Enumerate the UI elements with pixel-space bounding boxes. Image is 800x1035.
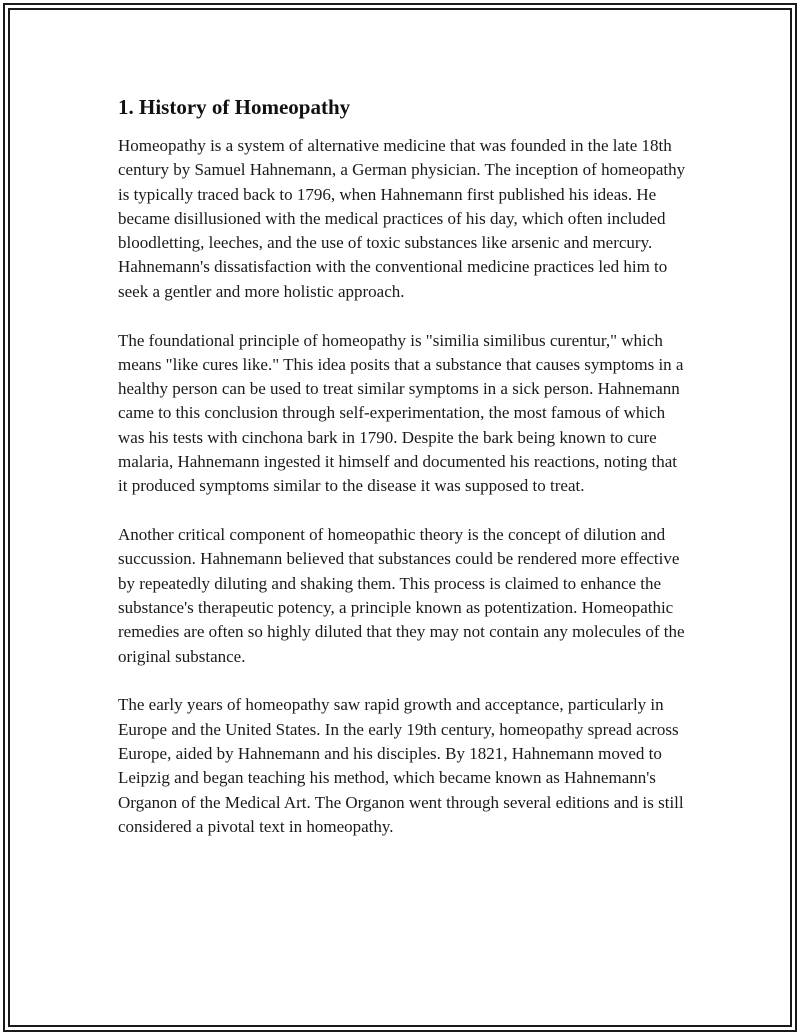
section-heading: 1. History of Homeopathy — [118, 95, 351, 119]
paragraph-dilution: Another critical component of homeopathic theory is the concept of dilution and succussion. Hahnemann believed that substances could be rendered more effective by repeatedly diluting and shaking them. This process is claimed to enhance the substance's therapeutic potency, a principle known as potentization. Homeopathic remedies are often so highly diluted that they may not contain any molecules of the original substance. — [118, 525, 685, 666]
paragraph-early-years: The early years of homeopathy saw rapid growth and acceptance, particularly in Europe and the United States. In the early 19th century, homeopathy spread across Europe, aided by Hahnemann and his disciples. By 1821, Hahnemann moved to Leipzig and began teaching his method, which became known as Hahnemann's Organon of the Medical Art. The Organon went through several editions and is still considered a pivotal text in homeopathy. — [118, 695, 684, 836]
document-body — [118, 94, 688, 864]
paragraph-origins: Homeopathy is a system of alternative medicine that was founded in the late 18th century by Samuel Hahnemann, a German physician. The inception of homeopathy is typically traced back to 1796, when Hahnemann first published his ideas. He became disillusioned with the medical practices of his day, which often included bloodletting, leeches, and the use of toxic substances like arsenic and mercury. Hahnemann's dissatisfaction with the conventional medicine practices led him to seek a gentler and more holistic approach. — [118, 136, 686, 301]
paragraph-principle: The foundational principle of homeopathy is "similia similibus curentur," which means "like cures like." This idea posits that a substance that causes symptoms in a healthy person can be used to treat similar symptoms in a sick person. Hahnemann came to this conclusion through self-experimentation, the most famous of which was his tests with cinchona bark in 1790. Despite the bark being known to cure malaria, Hahnemann ingested it himself and documented his reactions, noting that it produced symptoms similar to the disease it was supposed to treat. — [118, 330, 684, 496]
